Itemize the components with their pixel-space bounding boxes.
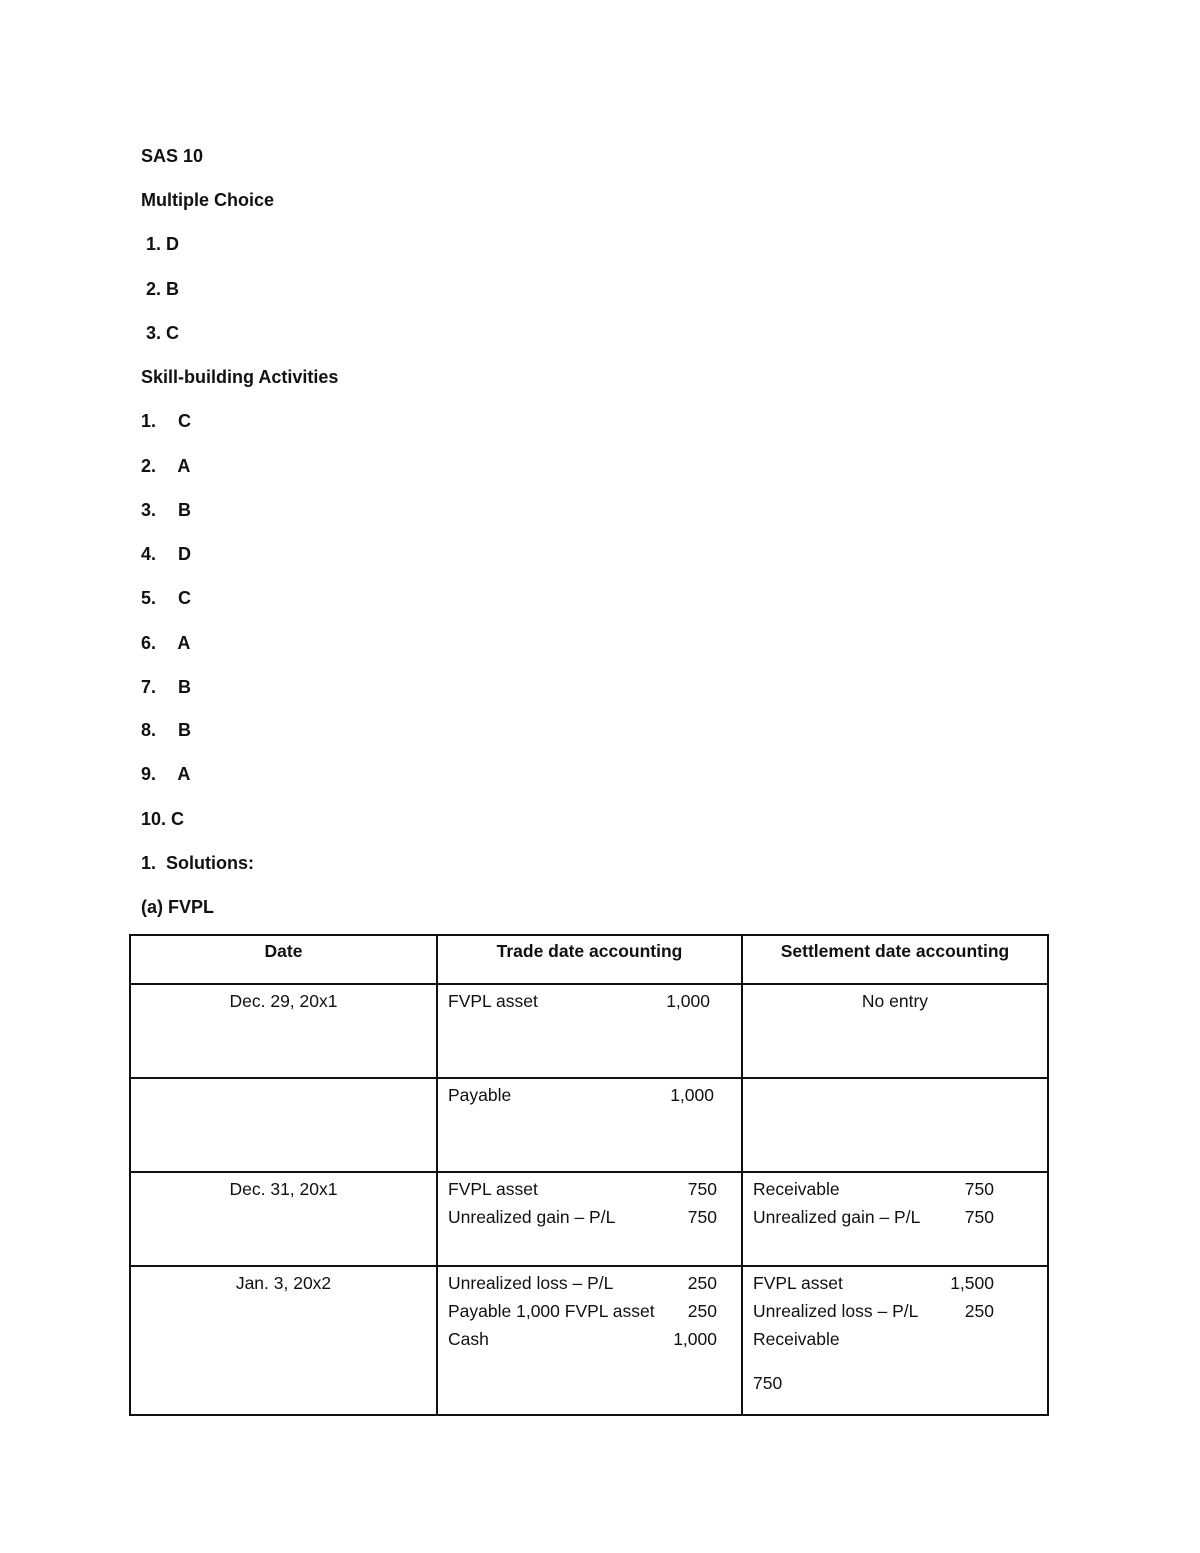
entry-amount: 750 (753, 1373, 783, 1393)
trade-cell (437, 1078, 742, 1172)
mc-item-num: 1. (146, 234, 162, 254)
entry-amount: 1,000 (673, 1329, 717, 1349)
sb-item-num: 7. (141, 677, 157, 697)
mc-item (146, 278, 179, 300)
entry-amount: 750 (687, 1207, 717, 1227)
sb-item-num: 3. (141, 500, 157, 520)
sb-item (141, 808, 184, 830)
trade-cell (437, 1266, 742, 1415)
row-date: Dec. 29, 20x1 (130, 984, 437, 1078)
sb-item-num: 6. (141, 633, 157, 653)
entry-amount: 750 (687, 1179, 717, 1199)
entry-amount: 1,500 (950, 1273, 994, 1293)
entry-amount: 750 (964, 1207, 994, 1227)
table-header-row (130, 935, 1048, 984)
journal-entry (448, 1297, 717, 1325)
mc-item-answer: C (166, 323, 180, 343)
sb-item (141, 763, 190, 785)
sb-item (141, 632, 190, 654)
document-title: SAS 10 (141, 146, 204, 166)
journal-entry (448, 1269, 717, 1297)
entry-amount: 250 (687, 1273, 717, 1293)
mc-item (146, 233, 179, 255)
journal-entry (448, 1325, 717, 1353)
entry-account: Payable 1,000 FVPL asset (448, 1301, 655, 1321)
sb-item (141, 543, 191, 565)
entry-account: Unrealized gain – P/L (448, 1207, 616, 1227)
mc-item-answer: B (166, 279, 180, 299)
sb-item (141, 676, 191, 698)
no-entry-text: No entry (861, 991, 929, 1011)
row-date (130, 1078, 437, 1172)
sb-item-answer: C (178, 588, 192, 608)
table-row (130, 1078, 1048, 1172)
sb-item-answer: C (171, 809, 185, 829)
sb-item-answer: B (178, 720, 192, 740)
sb-item-num: 9. (141, 764, 157, 784)
settlement-cell (742, 1266, 1048, 1415)
entry-amount: 250 (687, 1301, 717, 1321)
sb-item (141, 499, 191, 521)
header-trade-date: Trade date accounting (437, 935, 742, 984)
sb-item-num: 2. (141, 456, 157, 476)
sb-item-num: 4. (141, 544, 157, 564)
mc-item (146, 322, 179, 344)
entry-account: Unrealized loss – P/L (448, 1273, 614, 1293)
row-date: Jan. 3, 20x2 (130, 1266, 437, 1415)
entry-account: FVPL asset (448, 1179, 538, 1199)
entry-amount: 250 (964, 1301, 994, 1321)
sb-item-answer: B (178, 500, 192, 520)
mc-item-num: 2. (146, 279, 162, 299)
row-date: Dec. 31, 20x1 (130, 1172, 437, 1266)
journal-entry (448, 1081, 714, 1109)
trailing-amount (753, 1369, 994, 1397)
header-settlement-date: Settlement date accounting (742, 935, 1048, 984)
entry-account: Unrealized loss – P/L (753, 1301, 919, 1321)
sb-item-num: 10. (141, 809, 167, 829)
entry-account: Receivable (753, 1179, 840, 1199)
entry-amount: 750 (964, 1179, 994, 1199)
entry-account: Cash (448, 1329, 489, 1349)
multiple-choice-heading: Multiple Choice (141, 190, 275, 210)
journal-entry (753, 1175, 994, 1203)
entry-account: Unrealized gain – P/L (753, 1207, 921, 1227)
entry-amount: 1,000 (670, 1085, 714, 1105)
trade-cell (437, 984, 742, 1078)
entry-amount: 1,000 (666, 991, 710, 1011)
mc-item-num: 3. (146, 323, 162, 343)
header-date: Date (130, 935, 437, 984)
trade-cell (437, 1172, 742, 1266)
sb-item-answer: B (178, 677, 192, 697)
journal-entry (448, 1175, 717, 1203)
journal-entry (448, 1203, 717, 1231)
journal-entry (753, 1203, 994, 1231)
solutions-subheading: (a) FVPL (141, 897, 215, 917)
mc-item-answer: D (166, 234, 180, 254)
journal-entry (753, 1297, 994, 1325)
entry-account: FVPL asset (753, 1273, 843, 1293)
sb-item-answer: A (177, 764, 191, 784)
sb-item-num: 1. (141, 411, 157, 431)
table-row (130, 1172, 1048, 1266)
sb-item-num: 8. (141, 720, 157, 740)
sb-item (141, 719, 191, 741)
sb-item-answer: C (178, 411, 192, 431)
table-row (130, 1266, 1048, 1415)
sb-item-answer: A (177, 633, 191, 653)
sb-item-num: 5. (141, 588, 157, 608)
settlement-cell (742, 1172, 1048, 1266)
sb-item (141, 455, 190, 477)
entry-account: FVPL asset (448, 991, 538, 1011)
journal-entry (753, 1325, 994, 1353)
sb-item-answer: A (177, 456, 191, 476)
skill-building-heading: Skill-building Activities (141, 367, 339, 387)
journal-entry (448, 987, 710, 1015)
settlement-cell (742, 984, 1048, 1078)
entry-account: Receivable (753, 1329, 840, 1349)
settlement-cell (742, 1078, 1048, 1172)
entry-account: Payable (448, 1085, 512, 1105)
sb-item-answer: D (178, 544, 192, 564)
solutions-heading: 1. Solutions: (141, 853, 255, 873)
sb-item (141, 410, 191, 432)
fvpl-table (129, 934, 1047, 1416)
sb-item (141, 587, 191, 609)
table-row (130, 984, 1048, 1078)
journal-entry (753, 1269, 994, 1297)
